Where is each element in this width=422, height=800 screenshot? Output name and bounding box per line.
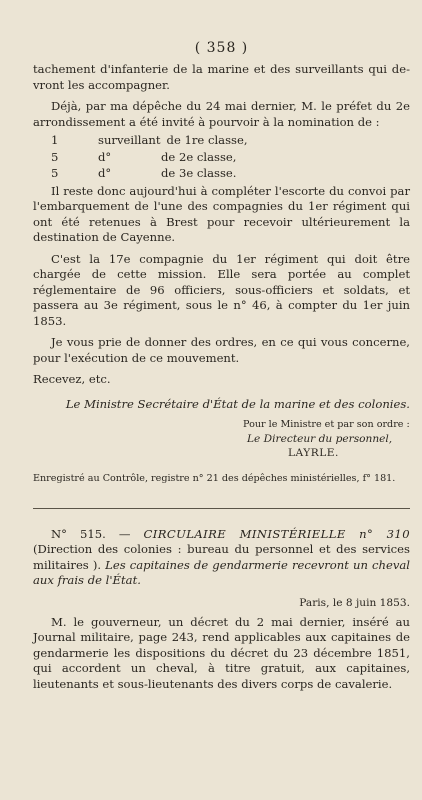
minister-signature: Le Ministre Secrétaire d'État de la marine et des colonies. [65,396,410,411]
order-line: Pour le Ministre et par son ordre : [243,418,410,430]
paragraph-escorte: Il reste donc aujourd'hui à compléter l'escorte du convoi par l'embarquement de l'une des compagnies du 1er régiment qui ont été retenues à Brest pour recevoir ultérieurement la destination de Cayenne. [33,183,410,244]
list-item: 5 d° de 3e classe. [51,166,237,180]
circular-description: (Direction des colonies : bureau du personnel et des services militaires ). [33,542,410,572]
section-divider [33,508,410,509]
registration-note: Enregistré au Contrôle, registre n° 21 des dépêches ministérielles, f° 181. [33,472,396,484]
paragraph-compagnie: C'est la 17e compagnie du 1er régiment qui doit être chargée de cette mission. Elle sera portée au complet réglementaire de 96 officiers, sous-officiers et soldats, et passera au 3e régiment, sous le n° 46, à compter du 1er juin 1853. [33,251,410,328]
list-item: 1 surveillant de 1re classe, [51,133,248,147]
director-name: LAYRLE. [288,446,339,459]
surveillant-list [51,132,410,182]
circular-summary: Les capitaines de gendarmerie recevront un cheval aux frais de l'État. [33,557,410,587]
circular-header: N° 515. — CIRCULAIRE MINISTÉRIELLE n° 310 (Direction des colonies : bureau du personnel et des services militaires ). Les capitaines de gendarmerie recevront un cheval aux frais de l'État. [33,526,410,587]
circular-title: CIRCULAIRE MINISTÉRIELLE [143,526,346,541]
circular-number: N° 515. [51,526,106,541]
list-item: 5 d° de 2e classe, [51,149,237,164]
closing-line: Recevez, etc. [33,372,111,386]
paragraph-gouverneur: M. le gouverneur, un décret du 2 mai dernier, inséré au Journal militaire, page 243, rend applicables aux capitaines de gendarmerie les dispositions du décret du 23 décembre 1851, qui accordent un cheval, à titre gratuit, aux capitaines, lieutenants et sous-lieutenants des divers corps de cavalerie. [33,614,410,691]
paragraph-ordres: Je vous prie de donner des ordres, en ce qui vous concerne, pour l'exécution de ce mouvement. [33,335,410,365]
page-number: ( 358 ) [194,40,249,56]
paragraph-prefet: Déjà, par ma dépêche du 24 mai dernier, M. le préfet du 2e arrondissement a été invité à pourvoir à la nomination de : [33,99,410,129]
signature-block [243,418,410,460]
date-line: Paris, le 8 juin 1853. [299,596,410,609]
paragraph-continuation: tachement d'infanterie de la marine et des surveillants qui de-vront les accompagner. [33,62,410,92]
director-title: Le Directeur du personnel, [247,432,393,445]
